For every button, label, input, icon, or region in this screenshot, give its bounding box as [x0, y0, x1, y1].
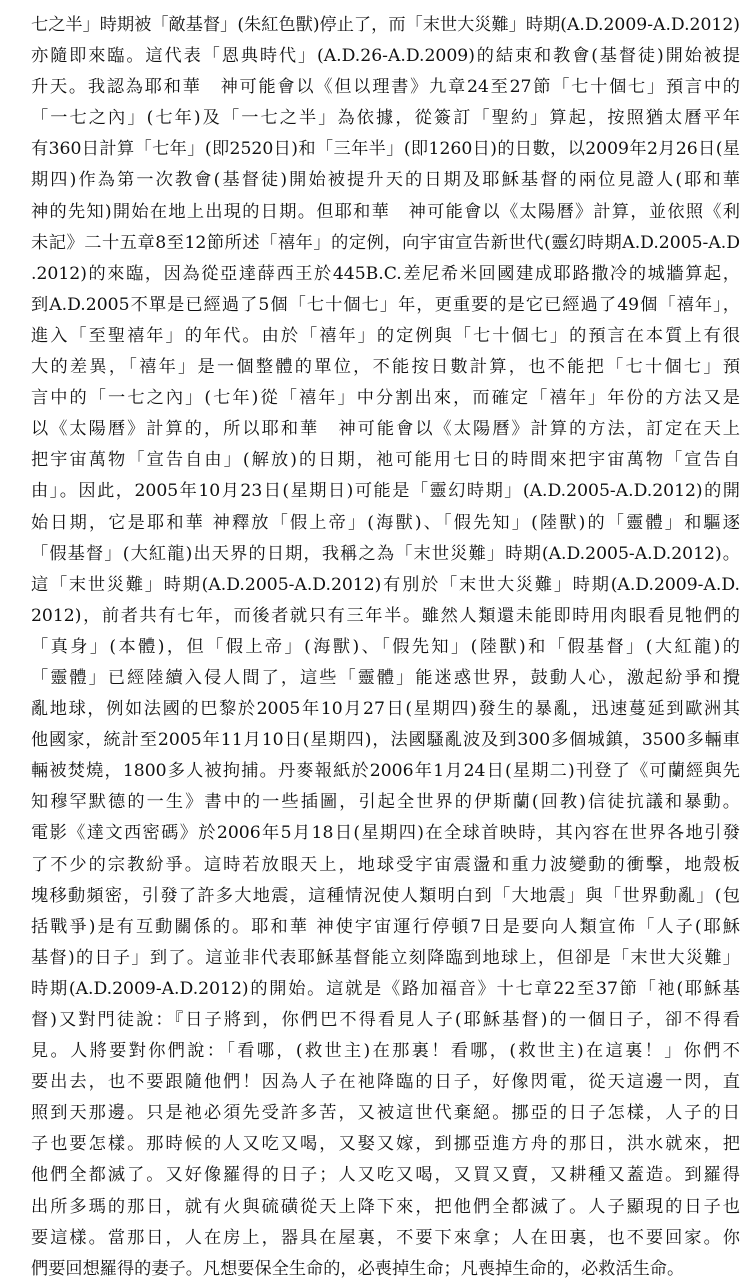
text-line: 括戰爭)是有互動關係的。耶和華 神使宇宙運行停頓7日是要向人類宣佈「人子(耶穌: [31, 916, 740, 937]
text-line: 「一七之內」(七年)及「一七之半」為依據，從簽訂「聖約」算起，按照猶太曆平年: [31, 108, 740, 129]
text-line: 知穆罕默德的一生》書中的一些插圖，引起全世界的伊斯蘭(回教)信徒抗議和暴動。: [31, 792, 740, 813]
text-line: 子也要怎樣。那時候的人又吃又喝，又娶又嫁，到挪亞進方舟的那日，洪水就來，把: [31, 1134, 740, 1155]
text-line: 照到天那邊。只是祂必須先受許多苦，又被這世代棄絕。挪亞的日子怎樣，人子的日: [31, 1103, 740, 1124]
text-line: 他國家，統計至2005年11月10日(星期四)，法國騷亂波及到300多個城鎮，3500多輛車: [31, 730, 740, 751]
text-line: 基督)的日子」到了。這並非代表耶穌基督能立刻降臨到地球上，但卻是「末世大災難」: [31, 947, 740, 968]
document-body-text: [31, 10, 740, 1285]
text-line: 升天。我認為耶和華 神可能會以《但以理書》九章24至27節「七十個七」預言中的: [31, 77, 740, 98]
text-line: 把宇宙萬物「宣告自由」(解放)的日期，祂可能用七日的時間來把宇宙萬物「宣告自: [31, 450, 740, 471]
text-line: 2012)，前者共有七年，而後者就只有三年半。雖然人類還未能即時用肉眼看見牠們的: [31, 605, 740, 626]
text-line: 亂地球，例如法國的巴黎於2005年10月27日(星期四)發生的暴亂，迅速蔓延到歐洲其: [31, 699, 740, 720]
text-line: 「真身」(本體)，但「假上帝」(海獸)、「假先知」(陸獸)和「假基督」(大紅龍)的: [31, 636, 740, 657]
text-line: 七之半」時期被「敵基督」(朱紅色獸)停止了，而「末世大災難」時期(A.D.2009-A.D.2012): [31, 15, 740, 35]
text-line: 有360日計算「七年」(即2520日)和「三年半」(即1260日)的日數，以2009年2月26日(星: [31, 139, 740, 160]
text-line: 見。人將要對你們說：「看哪，(救世主)在那裏！看哪，(救世主)在這裏！」你們不: [31, 1041, 740, 1062]
text-line: 亦隨即來臨。這代表「恩典時代」(A.D.26-A.D.2009)的結束和教會(基督徒)開始被提: [31, 46, 740, 67]
text-line: 輛被焚燒，1800多人被拘捕。丹麥報紙於2006年1月24日(星期二)刊登了《可蘭經與先: [31, 761, 740, 782]
text-line: 出所多瑪的那日，就有火與硫磺從天上降下來，把他們全都滅了。人子顯現的日子也: [31, 1196, 740, 1217]
text-line: .2012)的來臨，因為從亞達薛西王於445B.C.差尼希米回國建成耶路撒冷的城牆算起，: [31, 263, 740, 284]
text-line: 期四)作為第一次教會(基督徒)開始被提升天的日期及耶穌基督的兩位見證人(耶和華: [31, 170, 740, 191]
text-line: 神的先知)開始在地上出現的日期。但耶和華 神可能會以《太陽曆》計算，並依照《利: [31, 201, 740, 222]
text-line: 要這樣。當那日，人在房上，器具在屋裏，不要下來拿；人在田裏，也不要回家。你: [31, 1227, 740, 1248]
text-line: 到A.D.2005不單是已經過了5個「七十個七」年，更重要的是它已經過了49個「禧年」，: [31, 294, 740, 315]
text-line: 進入「至聖禧年」的年代。由於「禧年」的定例與「七十個七」的預言在本質上有很: [31, 325, 740, 346]
text-line: 未記》二十五章8至12節所述「禧年」的定例，向宇宙宣告新世代(靈幻時期A.D.2005-A.D: [31, 232, 740, 253]
text-line: 大的差異，「禧年」是一個整體的單位，不能按日數計算，也不能把「七十個七」預: [31, 357, 740, 378]
text-line: 始日期，它是耶和華 神釋放「假上帝」(海獸)、「假先知」(陸獸)的「靈體」和驅逐: [31, 512, 740, 533]
text-line: 們要回想羅得的妻子。凡想要保全生命的，必喪掉生命；凡喪掉生命的，必救活生命。: [31, 1258, 685, 1279]
text-line: 由」。因此，2005年10月23日(星期日)可能是「靈幻時期」(A.D.2005-A.D.2012)的開: [31, 481, 740, 502]
text-line: 時期(A.D.2009-A.D.2012)的開始。這就是《路加福音》十七章22至37節「祂(耶穌基: [31, 978, 740, 999]
text-line: 督)又對門徒說：『日子將到，你們巴不得看見人子(耶穌基督)的一個日子，卻不得看: [31, 1010, 740, 1030]
text-line: 「靈體」已經陸續入侵人間了，這些「靈體」能迷惑世界，鼓動人心，激起紛爭和攪: [31, 667, 740, 688]
text-line: 電影《達文西密碼》於2006年5月18日(星期四)在全球首映時，其內容在世界各地引發: [31, 823, 740, 844]
text-line: 以《太陽曆》計算的，所以耶和華 神可能會以《太陽曆》計算的方法，訂定在天上: [31, 419, 740, 440]
text-line: 他們全都滅了。又好像羅得的日子；人又吃又喝，又買又賣，又耕種又蓋造。到羅得: [31, 1165, 740, 1186]
text-line: 塊移動頻密，引發了許多大地震，這種情況使人類明白到「大地震」與「世界動亂」(包: [31, 885, 740, 906]
text-line: 言中的「一七之內」(七年)從「禧年」中分割出來，而確定「禧年」年份的方法又是: [31, 388, 740, 409]
text-line: 這「末世災難」時期(A.D.2005-A.D.2012)有別於「末世大災難」時期(A.D.2009-A.D.: [31, 574, 740, 595]
text-line: 「假基督」(大紅龍)出天界的日期，我稱之為「末世災難」時期(A.D.2005-A.D.2012)。: [31, 543, 740, 564]
text-line: 要出去，也不要跟隨他們！因為人子在祂降臨的日子，好像閃電，從天這邊一閃，直: [31, 1072, 740, 1093]
text-line: 了不少的宗教紛爭。這時若放眼天上，地球受宇宙震盪和重力波變動的衝擊，地殼板: [31, 854, 740, 875]
